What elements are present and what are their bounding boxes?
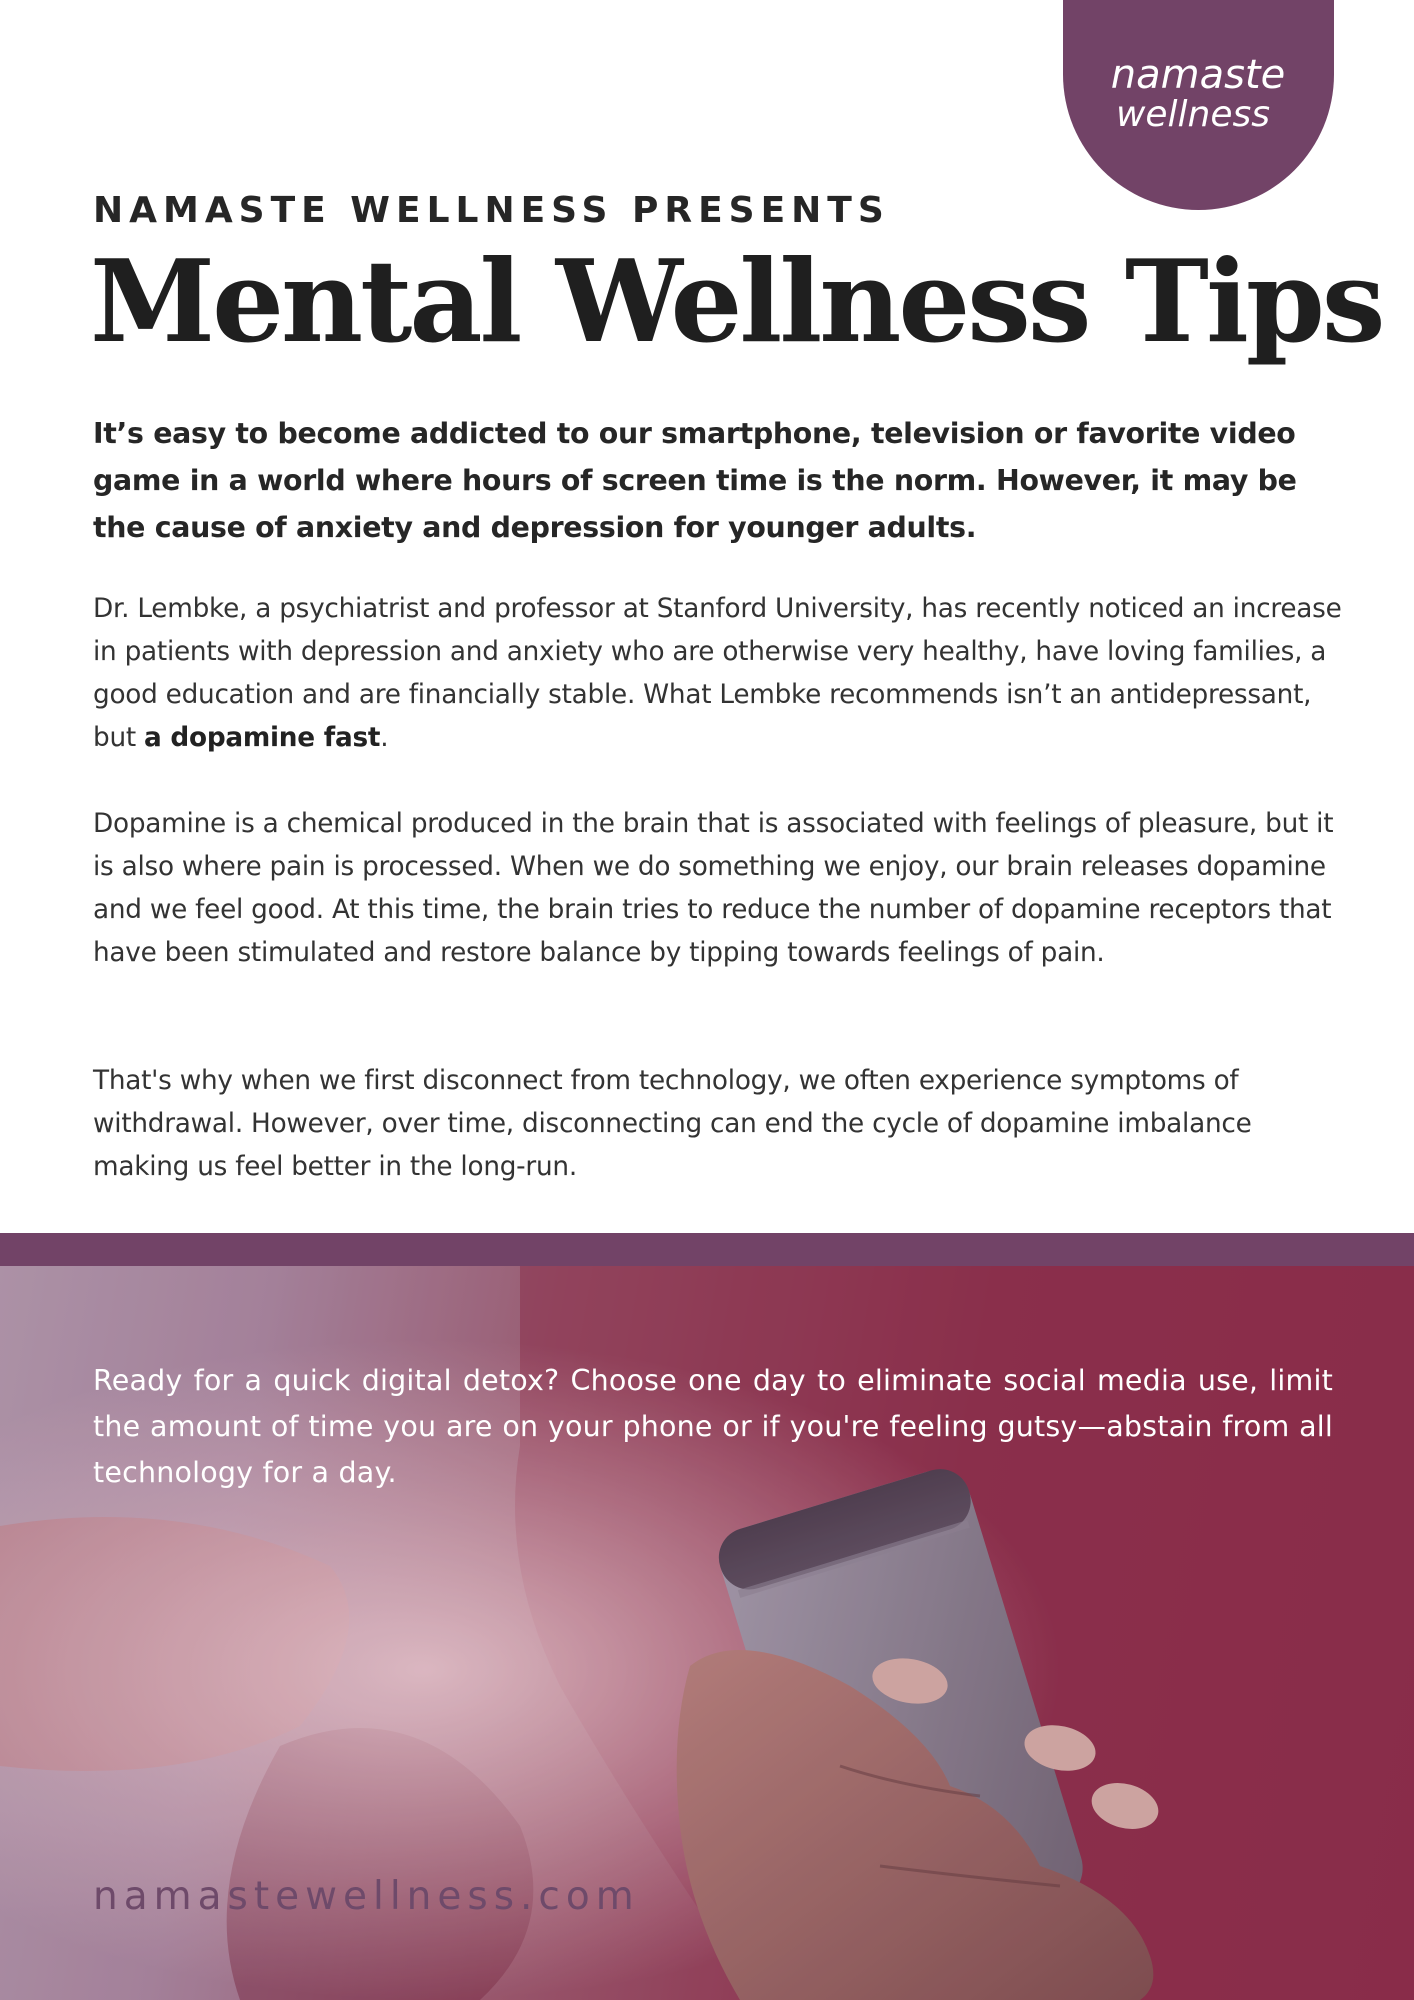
logo-lettering <box>1063 0 1334 210</box>
detox-callout: Ready for a quick digital detox? Choose one day to eliminate social media use, limit the amount of time you are on your phone or if you're feeling gutsy—abstain from all technology for a day. <box>93 1364 1333 1489</box>
lead-paragraph: It’s easy to become addicted to our smartphone, television or favorite video game in a world where hours of screen time is the norm. However, it may be the cause of anxiety and depression for younger adults. <box>93 417 1297 544</box>
paragraph-1-bold: a dopamine fast <box>144 723 381 753</box>
section-divider <box>0 1233 1414 1266</box>
brand-logo-badge <box>1063 0 1334 210</box>
page-title: Mental Wellness Tips <box>90 235 1383 368</box>
website-link[interactable]: namastewellness.com <box>93 1874 640 1919</box>
body-paragraph-3: That's why when we first disconnect from technology, we often experience symptoms of withdrawal. However, over time, disconnecting can end the cycle of dopamine imbalance making us feel better in the long-run. <box>93 1066 1252 1182</box>
paragraph-1-end: . <box>380 723 389 753</box>
paragraph-1-text: Dr. Lembke, a psychiatrist and professor at Stanford University, has recently noticed an increase in patients with depression and anxiety who are otherwise very healthy, have loving families, a good education and are financially stable. What Lembke recommends isn’t an antidepressant, but <box>93 594 1342 753</box>
body-paragraph-1 <box>93 588 1343 760</box>
body-paragraph-2: Dopamine is a chemical produced in the brain that is associated with feelings of pleasure, but it is also where pain is processed. When we do something we enjoy, our brain releases dopamine and we feel good. At this time, the brain tries to reduce the number of dopamine receptors that have been stimulated and restore balance by tipping towards feelings of pain. <box>93 809 1334 968</box>
kicker-heading: NAMASTE WELLNESS PRESENTS <box>93 190 890 231</box>
logo-line-2: wellness <box>1115 94 1271 135</box>
logo-line-1: namaste <box>1110 52 1286 98</box>
